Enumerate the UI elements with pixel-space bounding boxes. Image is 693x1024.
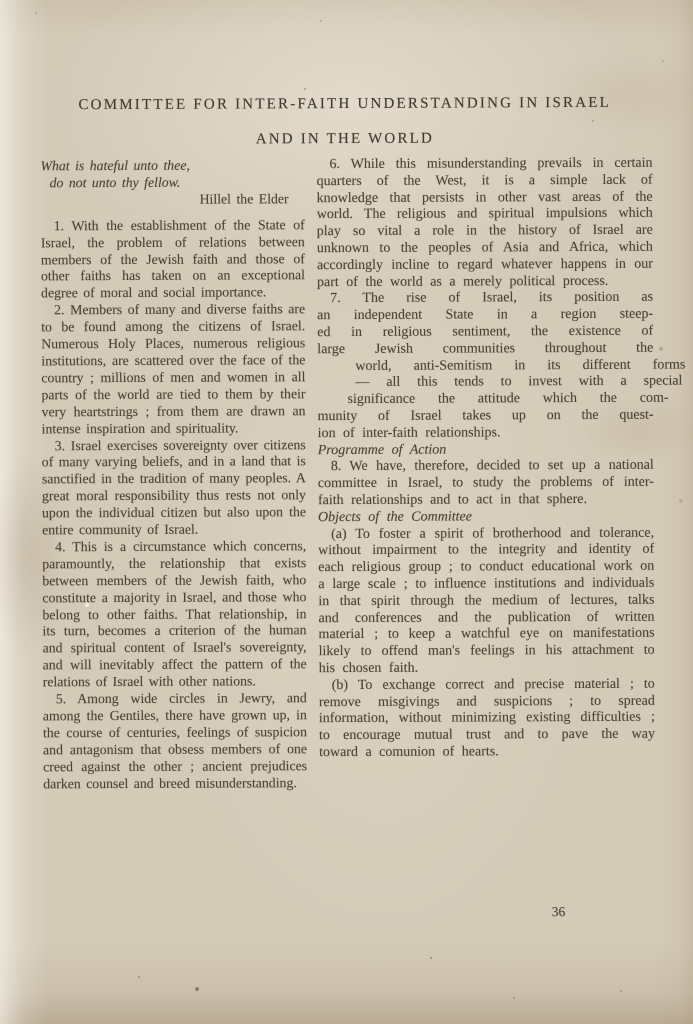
paragraph-7-line: — all this tends to invest with a special (355, 373, 683, 391)
paragraph-7-line: significance the attitude which the com- (347, 390, 669, 408)
page-title-line-1: COMMITTEE FOR INTER-FAITH UNDERSTANDING IN ISRAEL (78, 94, 612, 114)
paragraph-8: 8. We have, therefore, decided to set up a national committee in Israel, to study the problems of inter-faith relationships and to act in that sphere. (317, 458, 654, 509)
paragraph-3: 3. Israel exercises sovereignty over citizens of many varying beliefs, and in a land that is sanctified in the tradition of many peoples. A great moral responsibility thus rests not only upon the individual citizen but also upon the entire community of Israel. (41, 436, 307, 538)
paragraph-7-line: 7. The rise of Israel, its position as (330, 290, 654, 307)
paragraph-4: 4. This is a circumstance which concerns, paramountly, the relationship that exists between members of the Jewish faith, who constitute a majority in Israel, and those who belong to other faiths. That relationship, in its turn, becomes a criterion of the human and spiritual content of Israel's sovereignty, and will inevitably affect the pattern of the relations of Israel with other nations. (42, 538, 307, 690)
page-title-line-2: AND IN THE WORLD (255, 130, 435, 148)
right-column (316, 155, 686, 792)
epigraph-line-2: do not unto thy fellow. (49, 174, 181, 191)
paragraph-7-line: world, anti-Semitism in its different forms (355, 357, 686, 374)
paragraph-7-line: large Jewish communities throughout the (317, 340, 654, 357)
paragraph-7-line: munity of Israel takes up on the quest- (317, 407, 654, 425)
paragraph-5: 5. Among wide circles in Jewry, and among the Gentiles, there have grown up, in the course of centuries, feelings of suspicion and antagonism that obsess members of one creed against the other ; ancient prejudices darken counsel and breed misunderstanding. (42, 690, 308, 791)
paragraph-7 (317, 290, 686, 443)
section-heading-programme-of-action: Programme of Action (317, 442, 447, 458)
paragraph-6: 6. While this misunderstanding prevails in certain quarters of the West, it is a simple lack of knowledge that persists in other vast areas of the world. The religious and spiritual impulsions which play so vital a role in the history of Israel are unknown to the peoples of Asia and Africa, which accordingly incline to regard whatever happens in our part of the world as a merely political process. (316, 155, 653, 290)
page-number: 36 (551, 904, 566, 920)
epigraph (40, 157, 304, 209)
paragraph-1: 1. With the establishment of the State of Israel, the problem of relations between members of the Jewish faith and those of other faiths has taken on an exceptional degree of moral and social importance. (40, 216, 305, 301)
paragraph-7-line: ed in religious sentiment, the existence of (317, 323, 654, 341)
paragraph-a: (a) To foster a spirit of brotherhood and tolerance, without impairment to the integrity and identity of each religious group ; to conduct educational work on a large scale ; to influence institutions and individuals in that spirit through the medium of lectures, talks and conferences and the publication of written material ; to keep a watchful eye on manifestations likely to offend man's feelings in his attachment to his chosen faith. (318, 525, 655, 677)
paragraph-b: (b) To exchange correct and precise material ; to remove misgivings and suspicions ; to spread information, without minimizing existing difficulties ; to encourage mutual trust and to pave the way toward a comunion of hearts. (318, 676, 656, 761)
epigraph-attribution: Hillel the Elder (199, 191, 289, 207)
section-heading-objects-of-the-committee: Objects of the Committee (317, 509, 472, 525)
paragraph-7-line: an independent State in a region steep- (317, 306, 654, 324)
paragraph-7-line: ion of inter-faith relationships. (317, 425, 501, 441)
paragraph-2: 2. Members of many and diverse faiths are to be found among the citizens of Israel. Numerous Holy Places, numerous religious institutions, are scattered over the face of the country ; millions of men and women in all parts of the world are tied to them by their very heartstrings ; from them are drawn an intense inspiration and spirituality. (41, 301, 306, 436)
text-columns (40, 155, 686, 793)
left-column (40, 157, 307, 793)
epigraph-line-1: What is hateful unto thee, (40, 157, 190, 174)
